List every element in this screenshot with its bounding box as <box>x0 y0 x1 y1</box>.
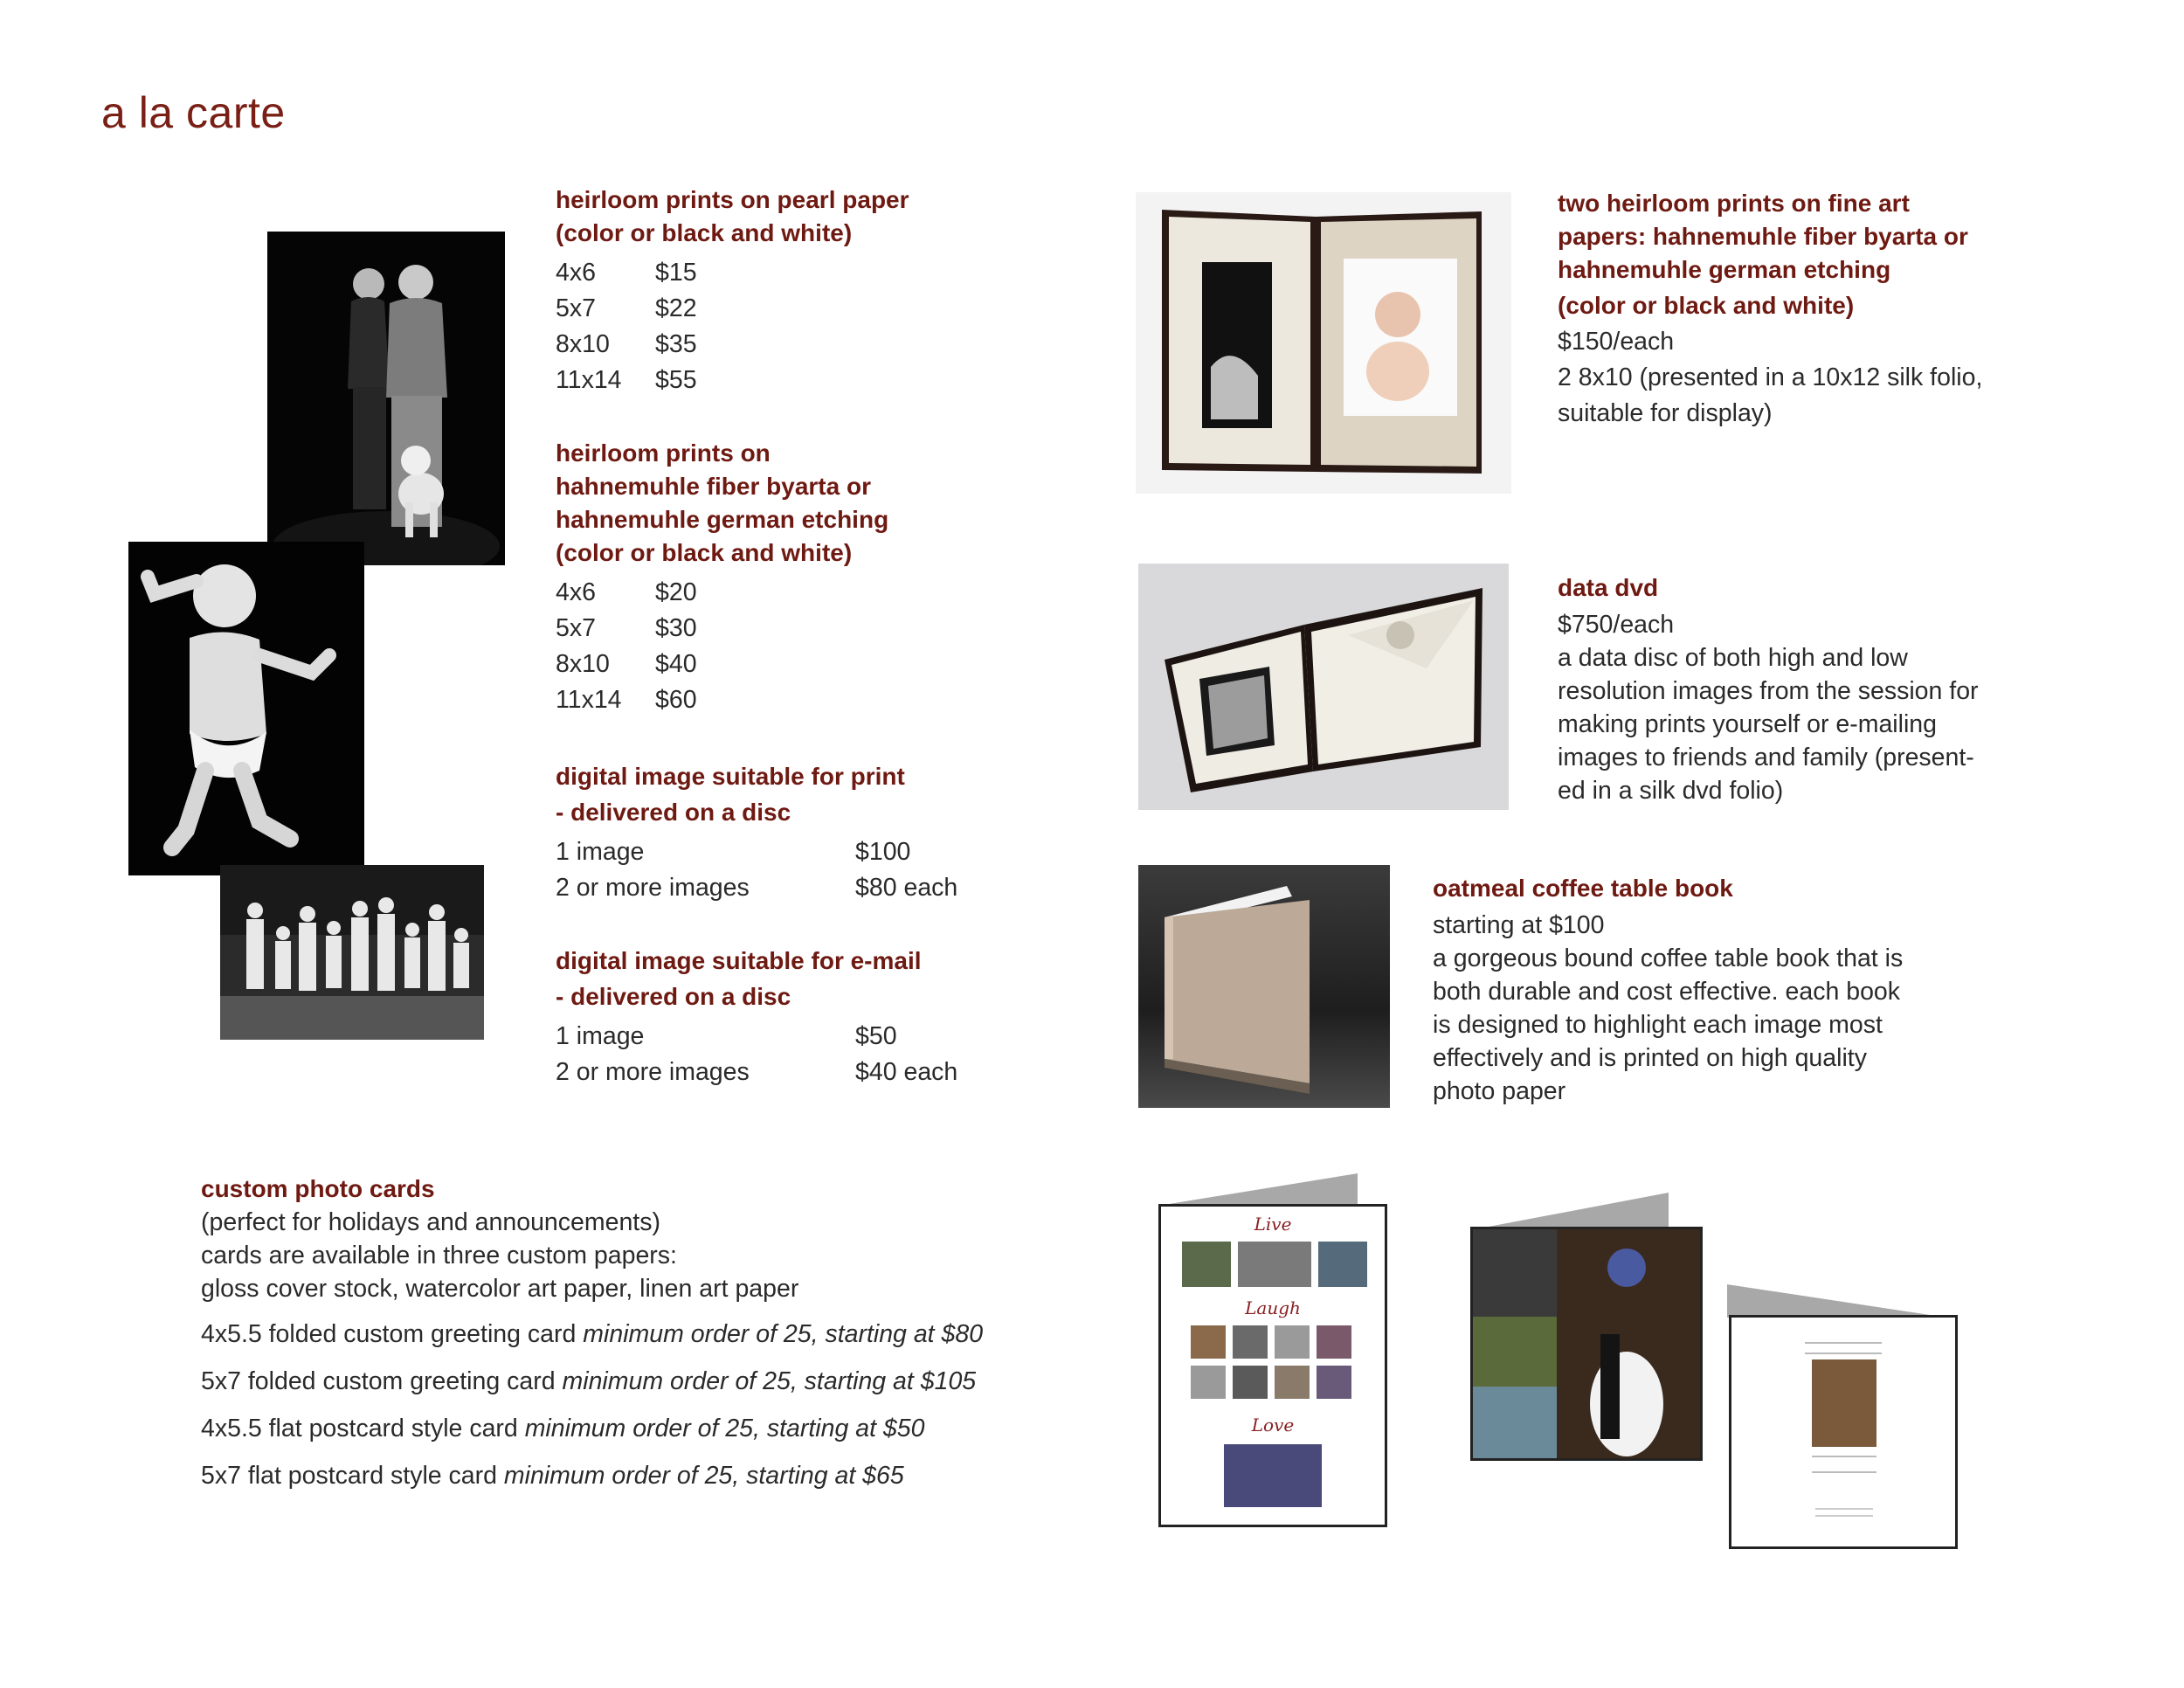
card-option-name: 5x7 folded custom greeting card <box>201 1367 556 1395</box>
two-prints-heading-line: (color or black and white) <box>1558 292 1855 319</box>
price-value: $35 <box>655 330 697 358</box>
card-option-note: minimum order of 25, starting at $105 <box>562 1367 977 1395</box>
coffee-book-price: starting at $100 <box>1433 911 1605 939</box>
size-label: 11x14 <box>556 686 622 714</box>
coffee-book-section <box>1433 872 2097 1108</box>
price-row <box>556 255 1045 291</box>
hahnemuhle-prints-section <box>556 437 1045 718</box>
coffee-book-description: is designed to highlight each image most <box>1433 1011 1883 1039</box>
hahnemuhle-heading-line: heirloom prints on <box>556 439 771 467</box>
digital-email-section <box>556 944 1045 1090</box>
hahnemuhle-heading-line: hahnemuhle fiber byarta or <box>556 473 871 500</box>
card-word: Laugh <box>1245 1297 1301 1318</box>
group-portrait-photo <box>220 865 484 1040</box>
two-prints-heading-line: hahnemuhle german etching <box>1558 256 1891 283</box>
card-text-lines <box>1805 1342 1882 1354</box>
card-fold-flap <box>1475 1193 1669 1229</box>
coffee-book-description: a gorgeous bound coffee table book that is <box>1433 944 1904 972</box>
coffee-book-description: effectively and is printed on high quality <box>1433 1044 1867 1072</box>
coffee-book-heading: oatmeal coffee table book <box>1433 875 1733 902</box>
two-prints-description: 2 8x10 (presented in a 10x12 silk folio, <box>1558 363 1983 391</box>
data-dvd-description: making prints yourself or e-mailing <box>1558 710 1937 738</box>
price-row <box>556 611 1045 647</box>
hahnemuhle-heading-line: (color or black and white) <box>556 539 853 566</box>
card-word: Love <box>1251 1415 1295 1435</box>
card-footer-lines <box>1815 1508 1873 1517</box>
price-value: $40 <box>655 650 697 678</box>
quantity-label: 2 or more images <box>556 1058 750 1086</box>
digital-email-subheading: - delivered on a disc <box>556 983 791 1010</box>
card-text-lines <box>1812 1456 1876 1473</box>
quantity-label: 1 image <box>556 838 645 866</box>
price-row <box>556 682 1045 718</box>
digital-print-section <box>556 760 1045 906</box>
price-row <box>556 291 1045 327</box>
pearl-prints-heading: heirloom prints on pearl paper <box>556 186 909 213</box>
card-photo-strip <box>1182 1242 1367 1287</box>
pearl-prints-subheading: (color or black and white) <box>556 219 853 246</box>
photo-cards-description: gloss cover stock, watercolor art paper, linen art paper <box>201 1275 799 1303</box>
card-fold-flap <box>1164 1173 1358 1205</box>
price-row <box>556 647 1045 682</box>
price-row <box>556 834 1045 870</box>
price-value: $100 <box>855 838 911 866</box>
photo-cards-description: cards are available in three custom papers: <box>201 1242 677 1269</box>
card-couple-photo <box>1812 1359 1876 1447</box>
pearl-prints-section <box>556 183 1045 398</box>
size-label: 5x7 <box>556 614 596 642</box>
coffee-book-photo <box>1138 865 1390 1108</box>
card-option <box>201 1365 1162 1398</box>
digital-print-heading: digital image suitable for print <box>556 763 905 790</box>
two-prints-description: suitable for display) <box>1558 399 1773 427</box>
digital-print-subheading: - delivered on a disc <box>556 799 791 826</box>
size-label: 5x7 <box>556 294 596 322</box>
card-option-note: minimum order of 25, starting at $80 <box>583 1320 984 1348</box>
quantity-label: 1 image <box>556 1022 645 1050</box>
size-label: 8x10 <box>556 330 610 358</box>
card-option <box>201 1459 1162 1492</box>
card-option <box>201 1412 1162 1445</box>
data-dvd-section <box>1558 571 2152 807</box>
dvd-folio-photo <box>1138 564 1509 810</box>
data-dvd-description: ed in a silk dvd folio) <box>1558 777 1784 805</box>
photo-cards-section <box>201 1173 1162 1492</box>
card-fold-flap <box>1727 1284 1947 1318</box>
two-prints-heading-line: papers: hahnemuhle fiber byarta or <box>1558 223 1968 250</box>
price-value: $22 <box>655 294 697 322</box>
price-row <box>556 575 1045 611</box>
quantity-label: 2 or more images <box>556 874 750 902</box>
silk-folio-photo <box>1136 192 1511 494</box>
card-option-name: 4x5.5 folded custom greeting card <box>201 1320 577 1348</box>
wedding-collage-card <box>1470 1227 1703 1461</box>
price-value: $40 each <box>855 1058 958 1086</box>
price-value: $50 <box>855 1022 897 1050</box>
live-laugh-love-card <box>1158 1204 1387 1527</box>
price-value: $55 <box>655 366 697 394</box>
hahnemuhle-heading-line: hahnemuhle german etching <box>556 506 889 533</box>
price-value: $30 <box>655 614 697 642</box>
size-label: 4x6 <box>556 259 596 287</box>
size-label: 8x10 <box>556 650 610 678</box>
two-prints-heading-line: two heirloom prints on fine art <box>1558 190 1910 217</box>
data-dvd-description: images to friends and family (present- <box>1558 744 1974 771</box>
card-option-name: 5x7 flat postcard style card <box>201 1462 497 1490</box>
two-prints-price: $150/each <box>1558 328 1675 356</box>
card-option-note: minimum order of 25, starting at $65 <box>503 1462 904 1490</box>
card-word: Live <box>1254 1214 1292 1235</box>
card-couple-photo <box>1224 1444 1322 1507</box>
card-option <box>201 1318 1162 1351</box>
photo-cards-description: (perfect for holidays and announcements) <box>201 1208 660 1236</box>
size-label: 11x14 <box>556 366 622 394</box>
card-photo-grid <box>1191 1325 1351 1399</box>
card-option-note: minimum order of 25, starting at $50 <box>524 1415 925 1442</box>
price-row <box>556 363 1045 398</box>
price-value: $60 <box>655 686 697 714</box>
card-option-name: 4x5.5 flat postcard style card <box>201 1415 518 1442</box>
digital-email-heading: digital image suitable for e-mail <box>556 947 922 974</box>
data-dvd-description: resolution images from the session for <box>1558 677 1979 705</box>
page-title: a la carte <box>101 88 286 137</box>
two-prints-section <box>1558 187 2152 432</box>
data-dvd-description: a data disc of both high and low <box>1558 644 1908 672</box>
coffee-book-description: photo paper <box>1433 1077 1566 1105</box>
baby-portrait-photo <box>128 542 364 875</box>
price-row <box>556 870 1045 906</box>
price-value: $15 <box>655 259 697 287</box>
price-value: $80 each <box>855 874 958 902</box>
coffee-book-description: both durable and cost effective. each book <box>1433 978 1901 1006</box>
family-portrait-photo <box>267 232 505 565</box>
price-value: $20 <box>655 578 697 606</box>
size-label: 4x6 <box>556 578 596 606</box>
data-dvd-price: $750/each <box>1558 611 1675 639</box>
price-row <box>556 1055 1045 1090</box>
price-row <box>556 1019 1045 1055</box>
photo-cards-heading: custom photo cards <box>201 1175 435 1202</box>
announcement-card <box>1729 1315 1958 1549</box>
data-dvd-heading: data dvd <box>1558 574 1659 601</box>
price-row <box>556 327 1045 363</box>
